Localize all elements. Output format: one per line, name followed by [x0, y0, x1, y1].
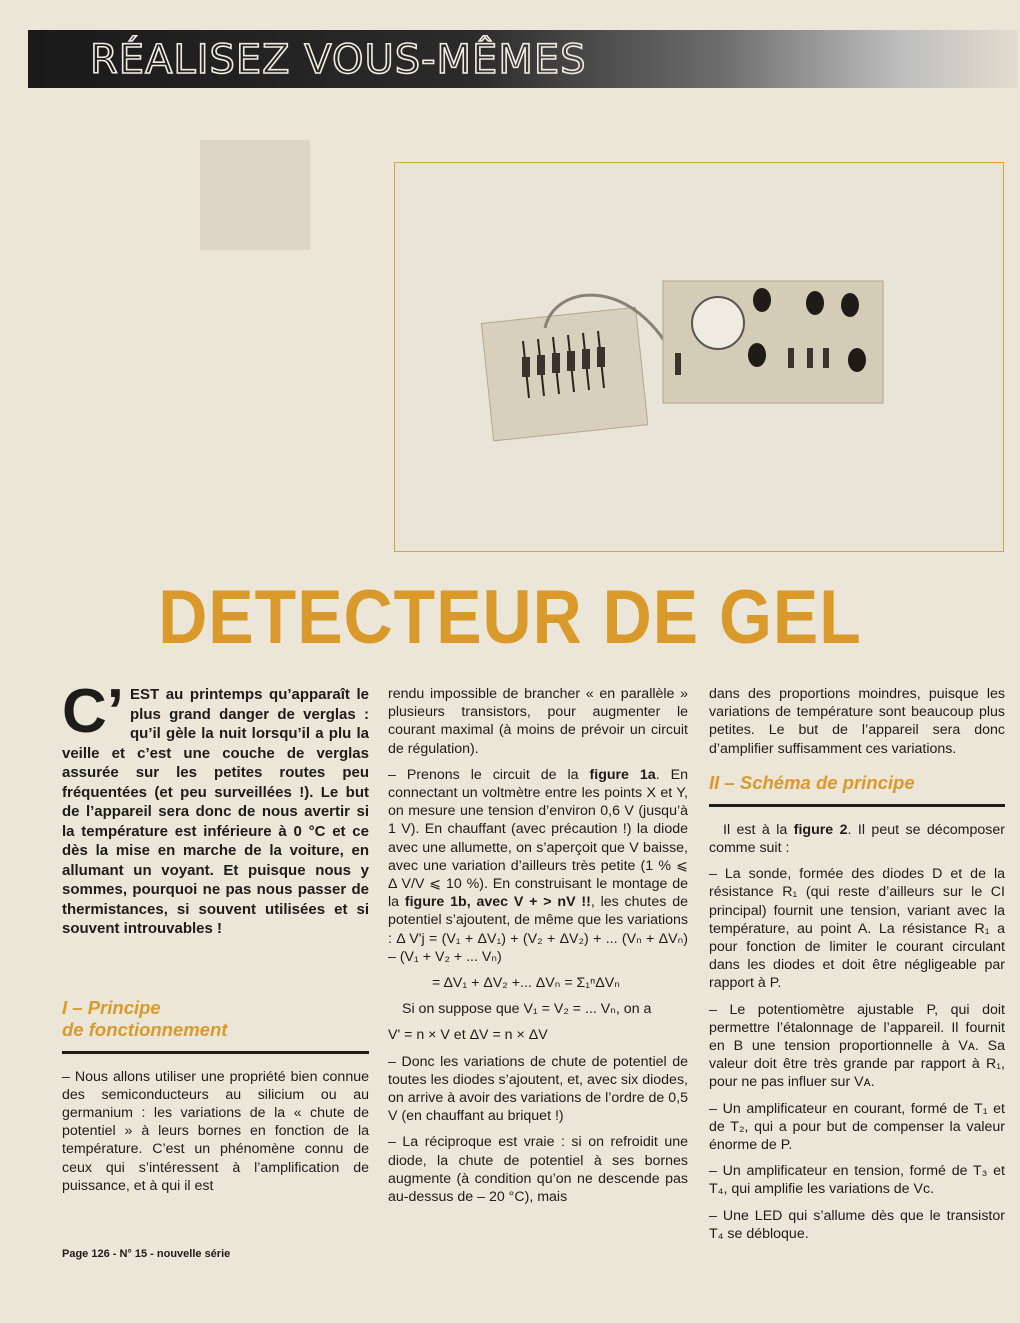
column-2 — [388, 685, 688, 1214]
article-title: DETECTEUR DE GEL — [158, 574, 862, 660]
photo-frame — [394, 162, 1004, 552]
figure-ref: figure 2 — [793, 821, 848, 838]
potentiometer — [692, 297, 744, 349]
section-banner — [28, 30, 1018, 88]
column-1 — [62, 677, 369, 1203]
text: . En connectant un voltmètre entre les points X et Y, on mesure une tension d’environ 0,6 V (jusqu’à 1 V). En chauffant (avec précaution !) la diode avec une allumette, on s’aperçoit que V baisse, avec une variation d’ailleurs très petite (1 % ⩽ Δ V/V ⩽ 10 %). En construisant le montage de la — [388, 766, 688, 911]
equation: V' = n × V et ΔV = n × ΔV — [388, 1027, 548, 1044]
paragraph — [388, 766, 688, 966]
paragraph: – Une LED qui s’allume dès que le transistor T₄ se débloque. — [709, 1207, 1005, 1242]
circuit-photo — [395, 163, 1002, 550]
paragraph: – Un amplificateur en courant, formé de T₁ et de T₂, qui a pour but de compenser la valeur énorme de P. — [709, 1100, 1005, 1154]
text: – Prenons le circuit de la — [388, 766, 579, 783]
column-3 — [709, 685, 1005, 1251]
section-1-line-2: de fonctionnement — [62, 1018, 228, 1040]
paragraph: – Donc les variations de chute de potentiel de toutes les diodes s’ajoutent, et, avec six diodes, on arrive à avoir des variations de l’ordre de 0,5 V (en chauffant au briquet !) — [388, 1053, 688, 1125]
paragraph: – La sonde, formée des diodes D et de la résistance R₁ (qui reste d’ailleurs sur le CI principal) fournit une tension, variant avec la température, au point A. La résistance R₁ a pour fonction de limiter le courant circulant dans les diodes et doit être négligeable par rapport à P. — [709, 866, 1005, 992]
paragraph: – Un amplificateur en tension, formé de T₃ et T₄, qui amplifie les variations de Vc. — [709, 1163, 1005, 1198]
drop-cap: C’ — [62, 677, 124, 746]
lead-text: EST au printemps qu’apparaît le plus grand danger de verglas : qu’il gèle la nuit lorsqu’il a plu la veille et c’est une couche de verglas assurée sur les petites routes peu fréquentées (et peu surveillées !). Le but de l’appareil sera donc de nous avertir si la température est inférieure à 0 °C et ce dès la mise en marche de la voiture, en allumant un voyant. Et puisque nous y sommes, pourquoi ne pas nous passer de thermistances, si souvent utilisées et si souvent introuvables ! — [62, 686, 369, 937]
text: , les chutes de potentiel s’ajoutent, de même que les variations : Δ V'j = (V₁ + ΔV₁) + (V₂ + ΔV₂) + ... (Vₙ + ΔVₙ) – (V₁ + V₂ + ... Vₙ) — [388, 894, 688, 965]
paragraph: Si on suppose que V₁ = V₂ = ... Vₙ, on a — [402, 1001, 652, 1018]
page-footer: Page 126 - N° 15 - nouvelle série — [62, 1248, 231, 1260]
paragraph: – Nous allons utiliser une propriété bien connue des semiconducteurs au silicium ou au germanium : les variations de la « chute de potentiel » à leurs bornes en fonction de la température. C’est un phénomène connu de ceux qui s’intéressent à l’amplification de puissance, et à qui il est — [62, 1068, 369, 1194]
equation: = ΔV₁ + ΔV₂ +... ΔVₙ = Σ₁ⁿΔVₙ — [432, 975, 620, 992]
paragraph — [709, 821, 1005, 857]
text: Il est à la — [723, 821, 788, 838]
section-1-line-1: I – Principe — [62, 996, 161, 1018]
section-heading-2: II – Schéma de principe — [709, 771, 915, 793]
bleed-block — [200, 140, 310, 250]
figure-ref: figure 1a — [589, 766, 656, 783]
text: . Il peut se décomposer comme suit : — [709, 821, 1005, 857]
section-heading-1 — [62, 997, 369, 1041]
banner-title: RÉALISEZ VOUS-MÊMES — [90, 37, 587, 83]
sensor-board — [481, 307, 647, 441]
paragraph: – Le potentiomètre ajustable P, qui doit permettre l’étalonnage de l’appareil. Il fournit en B une tension proportionnelle à Vᴀ. Sa valeur doit être très grande par rapport à R₁, pour ne pas influer sur Vᴀ. — [709, 1001, 1005, 1091]
lead-paragraph — [62, 677, 369, 939]
section-rule — [62, 1051, 369, 1054]
paragraph: rendu impossible de brancher « en parallèle » plusieurs transistors, pour augmenter le courant maximal (à moins de prévoir un circuit de régulation). — [388, 686, 688, 757]
section-rule — [709, 804, 1005, 807]
paragraph: dans des proportions moindres, puisque les variations de température sont beaucoup plus petites. Le but de l’appareil sera donc d’amplifier suffisamment ces variations. — [709, 686, 1005, 757]
figure-ref: figure 1b, avec V + > nV !! — [404, 894, 591, 911]
paragraph: – La réciproque est vraie : si on refroidit une diode, la chute de potentiel à ses bornes augmente (à condition qu’on ne descende pas au-dessus de – 20 °C), mais — [388, 1134, 688, 1206]
